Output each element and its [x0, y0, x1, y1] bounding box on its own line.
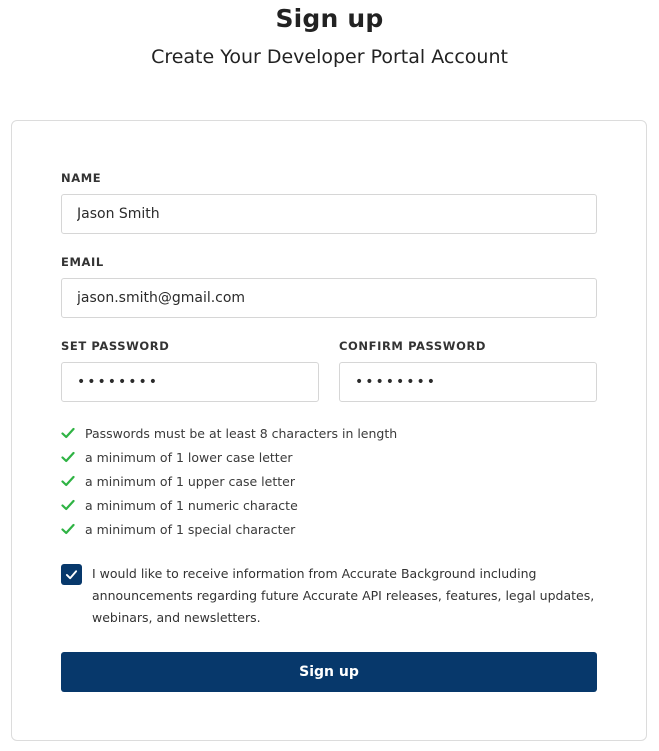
confirm-password-label: CONFIRM PASSWORD [339, 339, 487, 353]
check-icon [61, 450, 75, 464]
newsletter-optin [61, 563, 601, 629]
password-rule-text: a minimum of 1 special character [85, 521, 296, 537]
check-icon [61, 522, 75, 536]
password-rule-text: a minimum of 1 lower case letter [85, 449, 293, 465]
check-icon [61, 426, 75, 440]
confirm-password-input[interactable] [339, 362, 597, 402]
password-rules-list [61, 421, 397, 541]
password-rule-item [61, 517, 397, 541]
page-title: Sign up [275, 4, 384, 33]
checkmark-icon [65, 568, 78, 581]
set-password-input[interactable] [61, 362, 319, 402]
signup-card [11, 120, 647, 741]
password-rule-item [61, 469, 397, 493]
password-rule-item [61, 493, 397, 517]
email-label: EMAIL [61, 255, 104, 269]
check-icon [61, 474, 75, 488]
password-rule-text: a minimum of 1 upper case letter [85, 473, 295, 489]
set-password-label: SET PASSWORD [61, 339, 170, 353]
newsletter-checkbox[interactable] [61, 564, 82, 585]
sign-up-button[interactable]: Sign up [61, 652, 597, 692]
page-subtitle: Create Your Developer Portal Account [151, 46, 508, 68]
password-rule-text: a minimum of 1 numeric characte [85, 497, 298, 513]
email-input[interactable] [61, 278, 597, 318]
newsletter-optin-text: I would like to receive information from Accurate Background including announcements regarding future Accurate API releases, features, legal updates, webinars, and newsletters. [92, 566, 595, 625]
password-rule-text: Passwords must be at least 8 characters in length [85, 425, 398, 441]
password-rule-item [61, 445, 397, 469]
check-icon [61, 498, 75, 512]
name-input[interactable] [61, 194, 597, 234]
name-label: NAME [61, 171, 102, 185]
password-rule-item [61, 421, 397, 445]
